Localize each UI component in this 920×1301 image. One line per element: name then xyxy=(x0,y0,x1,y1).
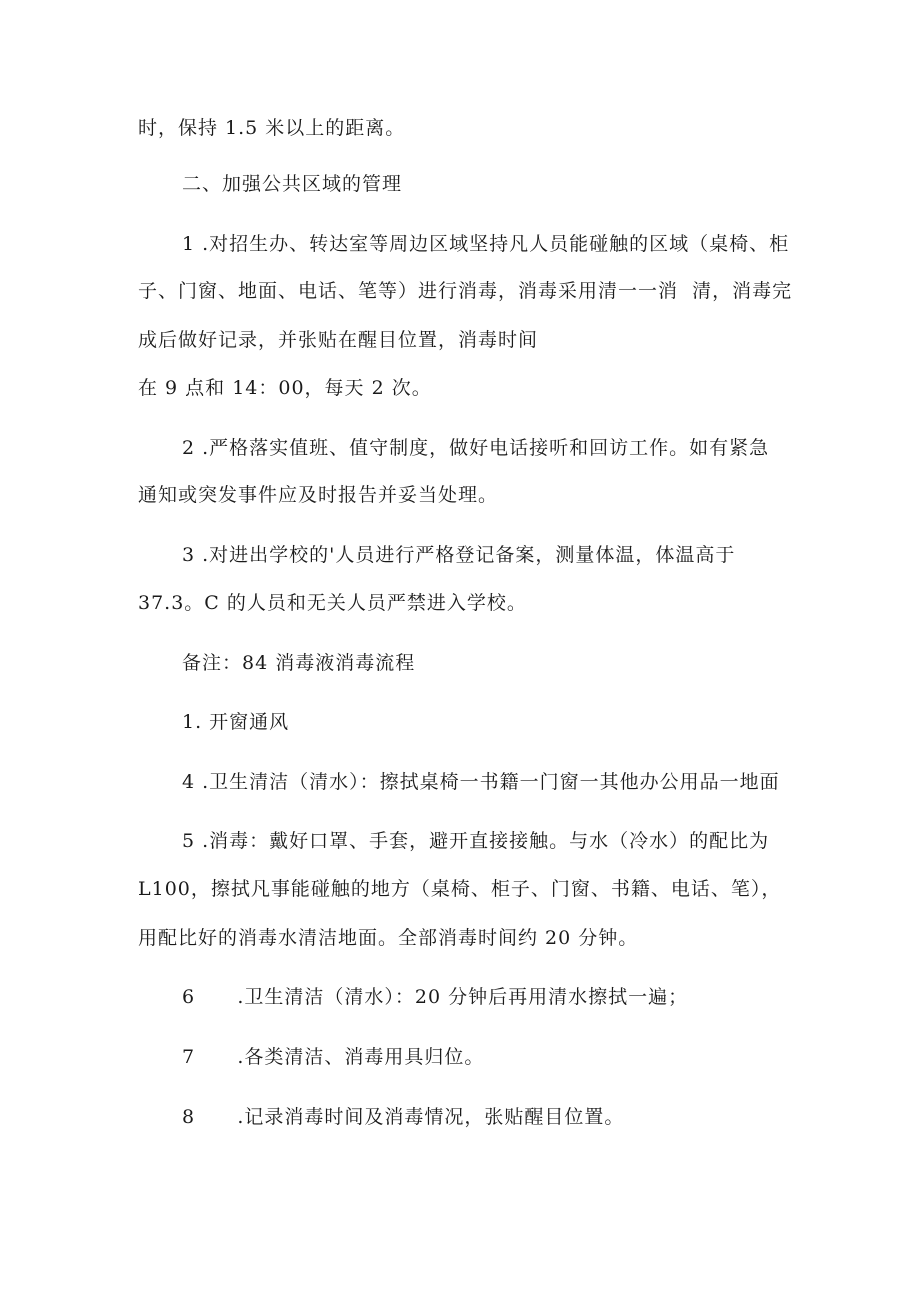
body-text-line: 2 .严格落实值班、值守制度，做好电话接听和回访工作。如有紧急 xyxy=(182,437,770,459)
body-text-line: L100，擦拭凡事能碰触的地方（桌椅、柜子、门窗、书籍、电话、笔）， xyxy=(138,878,782,900)
list-item: 7 .各类清洁、消毒用具归位。 xyxy=(182,1046,485,1068)
body-text-line: 在 9 点和 14：00，每天 2 次。 xyxy=(138,377,432,399)
list-item: 4 .卫生清洁（清水）：擦拭桌椅一书籍一门窗一其他办公用品一地面 xyxy=(182,771,780,793)
body-text-line: 37.3。C 的人员和无关人员严禁进入学校。 xyxy=(138,592,527,614)
note-heading: 备注：84 消毒液消毒流程 xyxy=(182,652,416,674)
body-text-line: 用配比好的消毒水清洁地面。全部消毒时间约 20 分钟。 xyxy=(138,927,639,949)
body-text-line: 1 .对招生办、转达室等周边区域坚持凡人员能碰触的区域（桌椅、柜 xyxy=(182,233,790,255)
list-item: 8 .记录消毒时间及消毒情况，张贴醒目位置。 xyxy=(182,1106,625,1128)
body-text-line: 子、门窗、地面、电话、笔等）进行消毒，消毒采用清一一消 清，消毒完 xyxy=(138,280,793,302)
body-text-line: 时，保持 1.5 米以上的距离。 xyxy=(138,117,406,139)
section-heading: 二、加强公共区域的管理 xyxy=(182,173,403,195)
body-text-line: 3 .对进出学校的'人员进行严格登记备案，测量体温，体温高于 xyxy=(182,544,736,566)
list-item: 5 .消毒：戴好口罩、手套，避开直接接触。与水（冷水）的配比为 xyxy=(182,830,770,852)
body-text-line: 通知或突发事件应及时报告并妥当处理。 xyxy=(138,484,499,506)
list-item: 1. 开窗通风 xyxy=(182,711,290,733)
list-item: 6 .卫生清洁（清水）：20 分钟后再用清水擦拭一遍； xyxy=(182,986,689,1008)
body-text-line: 成后做好记录，并张贴在醒目位置，消毒时间 xyxy=(138,329,539,351)
